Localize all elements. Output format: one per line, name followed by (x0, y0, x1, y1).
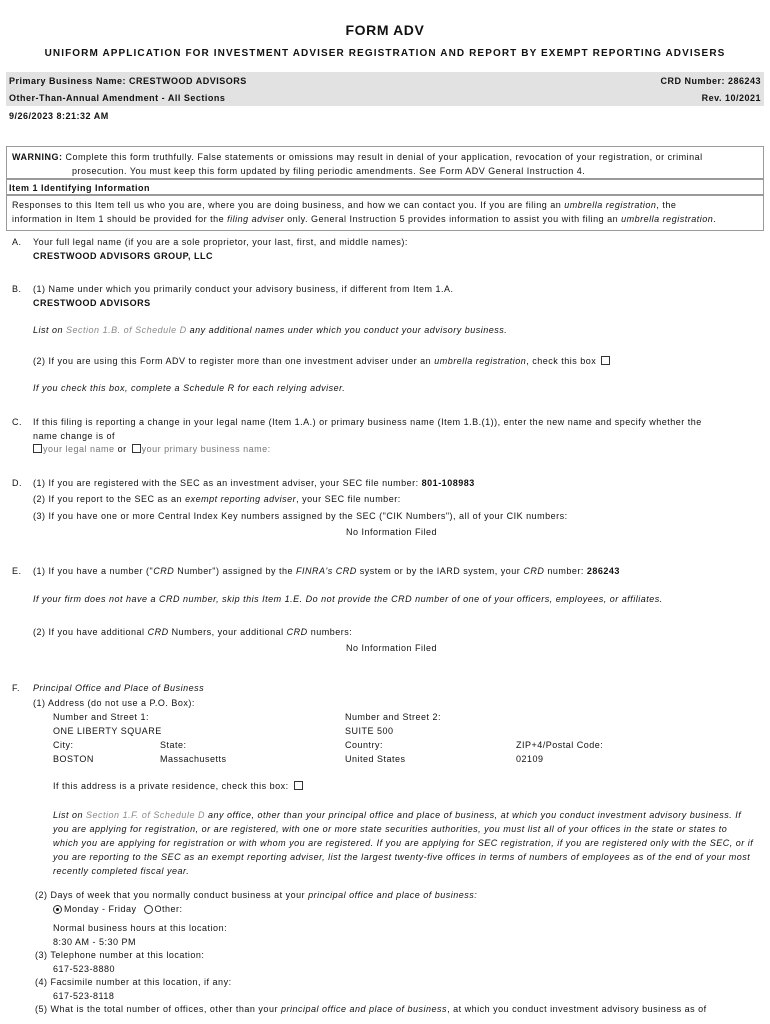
street2-value: SUITE 500 (345, 726, 394, 736)
business-name-change-checkbox[interactable] (132, 444, 141, 453)
timestamp-bar (6, 107, 764, 124)
item-e-letter: E. (12, 566, 22, 576)
amendment-type: Other-Than-Annual Amendment - All Sections (9, 92, 226, 103)
amendment-bar (6, 89, 764, 106)
item-e-note: If your firm does not have a CRD number, skip this Item 1.E. Do not provide the CRD number of one of your officers, employees, or affiliates. (33, 594, 663, 604)
crd-number-value: 286243 (586, 566, 620, 576)
telephone-question: (3) Telephone number at this location: (35, 950, 205, 960)
city-label: City: (53, 740, 74, 750)
street1-label: Number and Street 1: (53, 712, 150, 722)
item-d-letter: D. (12, 478, 22, 488)
city-value: BOSTON (53, 754, 94, 764)
country-label: Country: (345, 740, 384, 750)
fax-question: (4) Facsimile number at this location, if any: (35, 977, 232, 987)
item-d3-question: (3) If you have one or more Central Index Key numbers assigned by the SEC ("CIK Numbers"), all of your CIK numbers: (33, 511, 568, 521)
crd-number: CRD Number: 286243 (660, 75, 761, 86)
item-b-letter: B. (12, 284, 22, 294)
item-a-letter: A. (12, 237, 22, 247)
warning-line2: prosecution. You must keep this form updated by filing periodic amendments. See Form ADV General Instruction 4. (72, 166, 586, 176)
weekdays-radio[interactable] (53, 905, 62, 914)
telephone-value: 617-523-8880 (53, 964, 116, 974)
state-label: State: (160, 740, 187, 750)
primary-business-name: Primary Business Name: CRESTWOOD ADVISORS (9, 75, 247, 86)
business-name-bar (6, 72, 764, 89)
weekdays-label: Monday - Friday (64, 904, 137, 914)
umbrella-registration-checkbox[interactable] (601, 356, 610, 365)
item-f-letter: F. (12, 683, 21, 693)
schedule-d-1b-link[interactable]: Section 1.B. of Schedule D (66, 325, 187, 335)
item-f5-question: (5) What is the total number of offices, other than your principal office and place of business, at which you conduct investment advisory business as of (35, 1004, 707, 1014)
other-days-radio[interactable] (144, 905, 153, 914)
business-days-options (53, 904, 183, 915)
schedule-d-1f-link[interactable]: Section 1.F. of Schedule D (86, 810, 205, 820)
warning-label: WARNING: (12, 152, 63, 162)
item1-intro-line2: information in Item 1 should be provided for the filing adviser only. General Instruction 5 provides information to assist you with filing an umbrella registration. (12, 214, 717, 224)
street1-value: ONE LIBERTY SQUARE (53, 726, 162, 736)
revision: Rev. 10/2021 (701, 92, 761, 103)
item-c-line1: If this filing is reporting a change in your legal name (Item 1.A.) or primary business name (Item 1.B.(1)), enter the new name and specify whether the (33, 417, 702, 427)
item1-heading: Item 1 Identifying Information (9, 183, 151, 193)
sec-file-number: 801-108983 (421, 478, 475, 488)
item-a-question: Your full legal name (if you are a sole proprietor, your last, first, and middle names): (33, 237, 408, 247)
item-b1-question: (1) Name under which you primarily conduct your advisory business, if different from Item 1.A. (33, 284, 454, 294)
other-days-label: Other: (154, 904, 183, 914)
item-b-list-note: List on Section 1.B. of Schedule D any additional names under which you conduct your advisory business. (33, 325, 508, 335)
hours-value: 8:30 AM - 5:30 PM (53, 937, 137, 947)
item-b2-question: (2) If you are using this Form ADV to register more than one investment adviser under an umbrella registration, check this box (33, 356, 611, 367)
street2-label: Number and Street 2: (345, 712, 442, 722)
legal-name-change-checkbox[interactable] (33, 444, 42, 453)
form-subtitle: UNIFORM APPLICATION FOR INVESTMENT ADVISER REGISTRATION AND REPORT BY EXEMPT REPORTING ADVISERS (44, 48, 726, 59)
private-residence-question: If this address is a private residence, check this box: (53, 781, 304, 792)
item-f-list-note: List on Section 1.F. of Schedule D any office, other than your principal office and place of business, at which you conduct investment advisory business. If you are applying for registration, or are registered, with one or more state securities authorities, you must list all of your offices in the state or states to which you are applying for registration or with whom you are registered. If you are applying for SEC registration, if you are registered only with the SEC, or if you are reporting to the SEC as an exempt reporting adviser, list the largest twenty-five offices in terms of numbers of employees as of the end of your most recently completed fiscal year. (53, 810, 754, 876)
item1-intro-line1: Responses to this Item tell us who you are, where you are doing business, and how we can contact you. If you are filing an umbrella registration, the (12, 200, 677, 210)
warning-line1: WARNING: Complete this form truthfully. False statements or omissions may result in denial of your application, revocation of your registration, or criminal (12, 152, 703, 162)
state-value: Massachusetts (160, 754, 227, 764)
form-title: FORM ADV (345, 22, 425, 38)
private-residence-checkbox[interactable] (294, 781, 303, 790)
name-change-options: your legal name or your primary business name: (33, 444, 271, 455)
item-f2-question: (2) Days of week that you normally conduct business at your principal office and place of business: (35, 890, 478, 900)
zip-label: ZIP+4/Postal Code: (516, 740, 604, 750)
item-f-heading: Principal Office and Place of Business (33, 683, 205, 693)
item-d1-question: (1) If you are registered with the SEC as an investment adviser, your SEC file number: 801-108983 (33, 478, 475, 488)
item-d2-question: (2) If you report to the SEC as an exempt reporting adviser, your SEC file number: (33, 494, 401, 504)
schedule-r-note: If you check this box, complete a Schedule R for each relying adviser. (33, 383, 346, 393)
item-e1-question: (1) If you have a number ("CRD Number") assigned by the FINRA's CRD system or by the IARD system, your CRD number: 286243 (33, 566, 620, 576)
filing-timestamp: 9/26/2023 8:21:32 AM (9, 110, 109, 121)
fax-value: 617-523-8118 (53, 991, 115, 1001)
country-value: United States (345, 754, 406, 764)
zip-value: 02109 (516, 754, 544, 764)
cik-numbers-value: No Information Filed (346, 527, 438, 537)
item-c-letter: C. (12, 417, 22, 427)
item-f1-question: (1) Address (do not use a P.O. Box): (33, 698, 195, 708)
business-name-value: CRESTWOOD ADVISORS (33, 298, 151, 308)
hours-label: Normal business hours at this location: (53, 923, 228, 933)
item-c-line2: name change is of (33, 431, 116, 441)
additional-crd-value: No Information Filed (346, 643, 438, 653)
item-e2-question: (2) If you have additional CRD Numbers, your additional CRD numbers: (33, 627, 353, 637)
legal-name-value: CRESTWOOD ADVISORS GROUP, LLC (33, 251, 214, 261)
